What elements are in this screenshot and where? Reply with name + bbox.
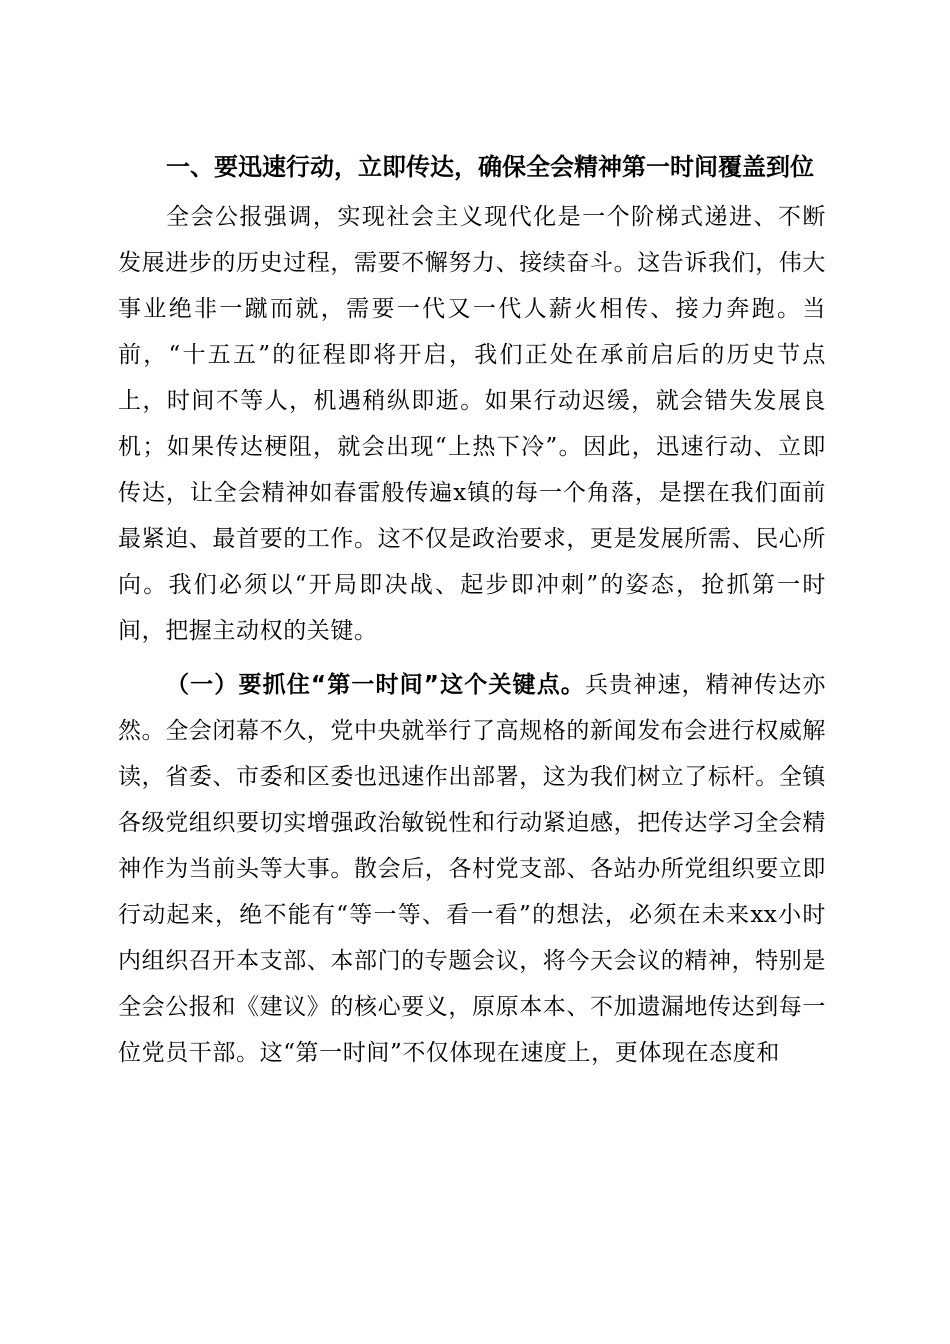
paragraph-2-body: 兵贵神速，精神传达亦然。全会闭幕不久，党中央就举行了高规格的新闻发布会进行权威解读，省委、市委和区委也迅速作出部署，这为我们树立了标杆。全镇各级党组织要切实增强政治敏锐性和行动紧迫感，把传达学习全会精神作为当前头等大事。散会后，各村党支部、各站办所党组织要立即行动起来，绝不能有“等一等、看一看”的想法，必须在未来xx小时内组织召开本支部、本部门的专题会议，将今天会议的精神，特别是全会公报和《建议》的核心要义，原原本本、不加遗漏地传达到每一位党员干部。这“第一时间”不仅体现在速度上，更体现在态度和	[118, 672, 826, 1066]
section-heading: 一、要迅速行动，立即传达，确保全会精神第一时间覆盖到位	[166, 153, 814, 181]
subsection-lead: （一）要抓住“第一时间”这个关键点。	[166, 672, 586, 698]
paragraph-1: 全会公报强调，实现社会主义现代化是一个阶梯式递进、不断发展进步的历史过程，需要不懈努力、接续奋斗。这告诉我们，伟大事业绝非一蹴而就，需要一代又一代人薪火相传、接力奔跑。当前，“十五五”的征程即将开启，我们正处在承前启后的历史节点上，时间不等人，机遇稍纵即逝。如果行动迟缓，就会错失发展良机；如果传达梗阻，就会出现“上热下冷”。因此，迅速行动、立即传达，让全会精神如春雷般传遍x镇的每一个角落，是摆在我们面前最紧迫、最首要的工作。这不仅是政治要求，更是发展所需、民心所向。我们必须以“开局即决战、起步即冲刺”的姿态，抢抓第一时间，把握主动权的关键。	[118, 204, 826, 644]
document-body	[118, 140, 826, 1076]
paragraph-2	[118, 662, 826, 1076]
